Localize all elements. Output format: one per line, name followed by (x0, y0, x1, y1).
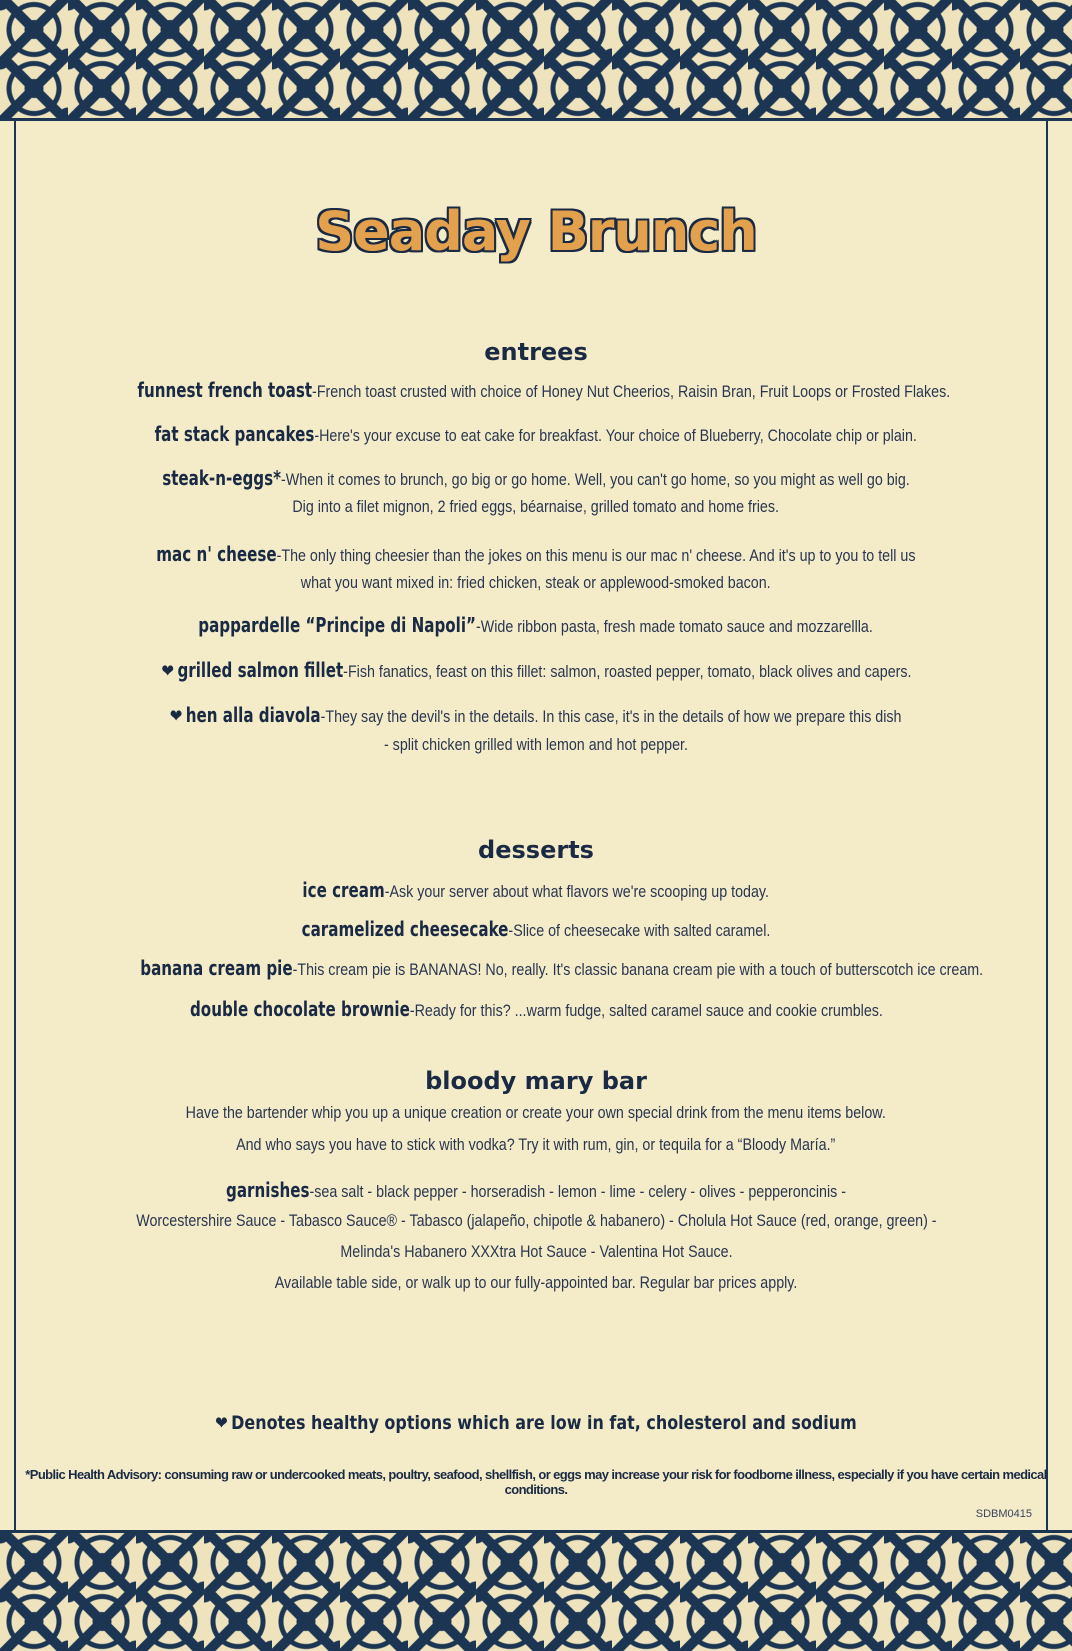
item-name: double chocolate brownie (189, 997, 410, 1021)
garnish-list: sea salt - black pepper - horseradish - lemon - lime - celery - olives - pepperoncinis - (314, 1182, 846, 1201)
menu-item-hen-alla-diavola (60, 703, 1012, 727)
separator: - (384, 882, 390, 901)
item-description: Ask your server about what flavors we're scooping up today. (389, 882, 770, 901)
heart-icon: ❤ (215, 1413, 228, 1434)
item-name: caramelized cheesecake (301, 917, 509, 941)
heart-icon: ❤ (160, 661, 174, 681)
garnishes-label: garnishes (226, 1178, 310, 1202)
garnish-list: Melinda's Habanero XXXtra Hot Sauce - Valentina Hot Sauce. (339, 1242, 733, 1261)
separator: - (320, 707, 326, 726)
menu-frame (14, 118, 1048, 1530)
item-name: mac n' cheese (156, 542, 277, 566)
menu-item-banana-cream-pie (60, 956, 1012, 980)
menu-item-pancakes (60, 422, 1012, 446)
separator: - (409, 1001, 415, 1020)
item-description: Fish fanatics, feast on this fillet: salmon, roasted pepper, tomato, black olives and capers. (347, 662, 912, 681)
menu-item-steak-n-eggs-cont (60, 497, 1012, 517)
separator: - (309, 1182, 315, 1201)
bar-note-text: Available table side, or walk up to our fully-appointed bar. Regular bar prices apply. (274, 1273, 798, 1292)
item-description: French toast crusted with choice of Honey Nut Cheerios, Raisin Bran, Fruit Loops or Frosted Flakes. (316, 382, 951, 401)
item-name: funnest french toast (137, 378, 313, 402)
separator: - (314, 426, 320, 445)
healthy-note-text: Denotes healthy options which are low in fat, cholesterol and sodium (231, 1412, 857, 1434)
separator: - (292, 960, 298, 979)
garnish-list: Worcestershire Sauce - Tabasco Sauce® - Tabasco (jalapeño, chipotle & habanero) - Cholula Hot Sauce (red, orange, green) - (136, 1211, 937, 1230)
garnishes-line-3 (60, 1242, 1012, 1262)
menu-item-brownie (60, 997, 1012, 1021)
garnishes-line-1 (60, 1178, 1012, 1202)
bar-note (60, 1273, 1012, 1293)
separator: - (476, 617, 482, 636)
item-description: Slice of cheesecake with salted caramel. (513, 921, 771, 940)
menu-code: SDBM0415 (975, 1508, 1032, 1520)
item-description: The only thing cheesier than the jokes on this menu is our mac n' cheese. And it's up to you to tell us (281, 546, 916, 565)
item-description: Dig into a filet mignon, 2 fried eggs, béarnaise, grilled tomato and home fries. (292, 497, 780, 516)
heart-icon: ❤ (170, 706, 183, 726)
item-name: grilled salmon fillet (177, 658, 343, 682)
menu-item-mac-n-cheese (60, 542, 1012, 566)
decorative-tile-border-bottom (0, 1530, 1072, 1651)
menu-item-mac-n-cheese-cont (60, 573, 1012, 593)
menu-item-salmon (60, 658, 1012, 682)
item-description: - split chicken grilled with lemon and hot pepper. (383, 735, 689, 754)
item-name: pappardelle “Principe di Napoli” (198, 613, 477, 637)
item-description: They say the devil's in the details. In this case, it's in the details of how we prepare this dish (325, 707, 902, 726)
bar-intro-text: And who says you have to stick with vodka? Try it with rum, gin, or tequila for a “Bloody María.” (236, 1135, 836, 1154)
desserts-heading: desserts (478, 836, 594, 864)
bloody-mary-heading: bloody mary bar (425, 1067, 647, 1095)
menu-title: Seaday Brunch (315, 200, 757, 263)
menu-item-french-toast (60, 378, 1012, 402)
item-name: ice cream (302, 878, 385, 902)
public-health-advisory: *Public Health Advisory: consuming raw or undercooked meats, poultry, seafood, shellfish, or eggs may increase your risk for foodborne illness, especially if you have certain medical conditions. (25, 1467, 1047, 1497)
item-description: Wide ribbon pasta, fresh made tomato sauce and mozzarellla. (481, 617, 874, 636)
menu-item-hen-alla-diavola-cont (60, 735, 1012, 755)
item-name: fat stack pancakes (154, 422, 315, 446)
item-name: banana cream pie (140, 956, 293, 980)
healthy-options-note (0, 1412, 1072, 1434)
menu-item-cheesecake (60, 917, 1012, 941)
separator: - (276, 546, 282, 565)
decorative-tile-border-top (0, 0, 1072, 121)
bar-intro-line-1 (60, 1103, 1012, 1123)
separator: - (312, 382, 317, 401)
item-description: When it comes to brunch, go big or go home. Well, you can't go home, so you might as well go big. (285, 470, 910, 489)
item-description: This cream pie is BANANAS! No, really. It's classic banana cream pie with a touch of butterscotch ice cream. (297, 960, 984, 979)
item-description: Ready for this? ...warm fudge, salted caramel sauce and cookie crumbles. (414, 1001, 883, 1020)
menu-item-ice-cream (60, 878, 1012, 902)
entrees-heading: entrees (484, 338, 588, 366)
garnishes-line-2 (60, 1211, 1012, 1231)
separator: - (508, 921, 514, 940)
menu-item-pappardelle (60, 613, 1012, 637)
item-description: Here's your excuse to eat cake for breakfast. Your choice of Blueberry, Chocolate chip or plain. (319, 426, 918, 445)
item-name: steak-n-eggs* (162, 466, 282, 490)
item-name: hen alla diavola (186, 703, 321, 727)
item-description: what you want mixed in: fried chicken, steak or applewood-smoked bacon. (301, 573, 771, 592)
separator: - (281, 470, 286, 489)
bar-intro-line-2 (60, 1135, 1012, 1155)
bar-intro-text: Have the bartender whip you up a unique creation or create your own special drink from the menu items below. (185, 1103, 887, 1122)
menu-item-steak-n-eggs (60, 466, 1012, 490)
separator: - (342, 662, 348, 681)
